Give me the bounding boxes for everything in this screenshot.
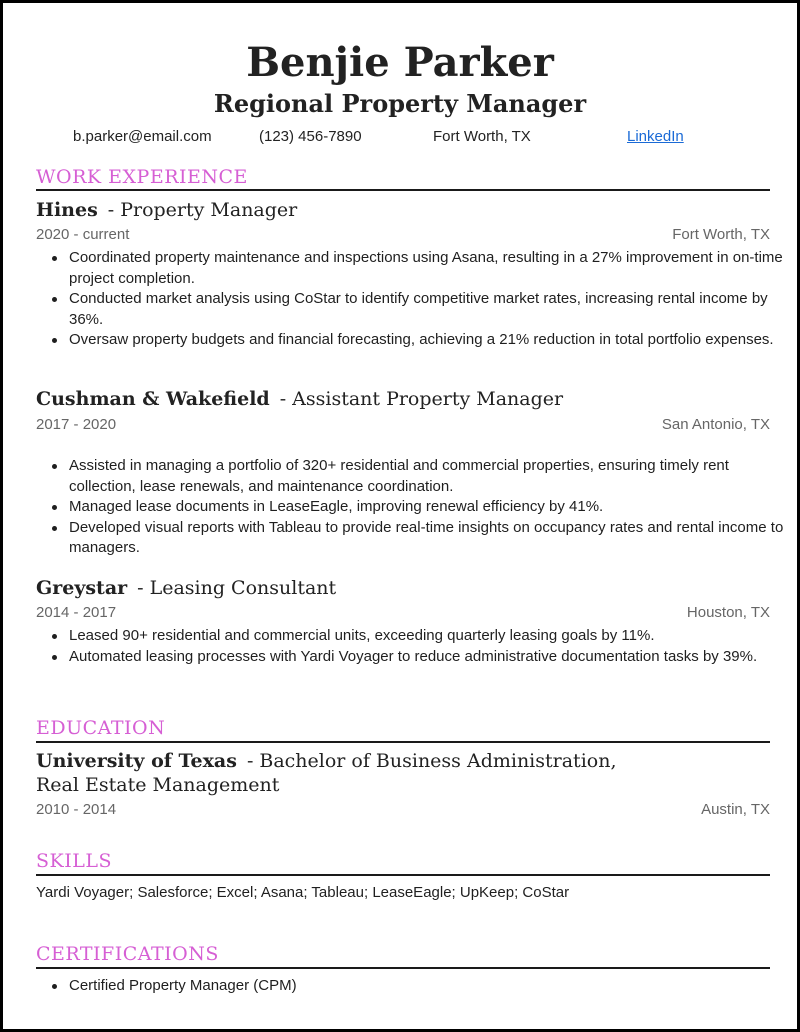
job-meta xyxy=(36,415,770,435)
list-item: Assisted in managing a portfolio of 320+ residential and commercial properties, ensuring timely rent collection, lease renewals, and maintenance coordination. xyxy=(69,456,789,497)
section-title-work: WORK EXPERIENCE xyxy=(36,166,248,188)
education-meta xyxy=(36,800,770,820)
contact-bar xyxy=(3,128,797,148)
skills-list: Yardi Voyager; Salesforce; Excel; Asana; Tableau; LeaseEagle; UpKeep; CoStar xyxy=(36,884,570,901)
education-location: Austin, TX xyxy=(701,801,770,818)
contact-location: Fort Worth, TX xyxy=(433,128,531,145)
contact-phone: (123) 456-7890 xyxy=(259,128,362,145)
job-heading: Cushman & Wakefield - Assistant Property Manager xyxy=(36,388,564,410)
job-meta xyxy=(36,603,770,623)
job-dates: 2020 - current xyxy=(36,226,130,243)
job-bullets xyxy=(36,626,789,667)
job-company: Greystar xyxy=(36,577,128,599)
job-company: Hines xyxy=(36,199,98,221)
list-item: Coordinated property maintenance and inspections using Asana, resulting in a 27% improvement in on-time project completion. xyxy=(69,248,789,289)
list-item: Leased 90+ residential and commercial units, exceeding quarterly leasing goals by 11%. xyxy=(69,626,789,647)
section-divider xyxy=(36,741,770,743)
job-location: Houston, TX xyxy=(686,604,770,621)
job-heading: Hines - Property Manager xyxy=(36,199,298,221)
certification-list xyxy=(36,976,789,997)
education-heading: University of Texas - Bachelor of Business Administration, xyxy=(36,750,617,772)
job-dates: 2014 - 2017 xyxy=(36,604,117,621)
education-school: University of Texas xyxy=(36,750,237,772)
list-item: Oversaw property budgets and financial forecasting, achieving a 21% reduction in total portfolio expenses. xyxy=(69,330,789,351)
job-location: Fort Worth, TX xyxy=(672,226,770,243)
contact-email: b.parker@email.com xyxy=(73,128,212,145)
job-location: San Antonio, TX xyxy=(661,416,770,433)
list-item: Automated leasing processes with Yardi Voyager to reduce administrative documentation tasks by 39%. xyxy=(69,647,789,668)
section-divider xyxy=(36,874,770,876)
job-role: Property Manager xyxy=(120,199,298,221)
job-dates: 2017 - 2020 xyxy=(36,416,117,433)
job-heading: Greystar - Leasing Consultant xyxy=(36,577,337,599)
section-title-skills: SKILLS xyxy=(36,850,112,872)
job-company: Cushman & Wakefield xyxy=(36,388,270,410)
linkedin-link[interactable]: LinkedIn xyxy=(627,128,684,145)
education-degree-cont: Real Estate Management xyxy=(36,774,280,796)
job-role: Assistant Property Manager xyxy=(292,388,564,410)
section-title-education: EDUCATION xyxy=(36,717,166,739)
job-role: Leasing Consultant xyxy=(149,577,337,599)
list-item: Developed visual reports with Tableau to provide real-time insights on occupancy rates and rental income to managers. xyxy=(69,518,789,559)
education-dates: 2010 - 2014 xyxy=(36,801,117,818)
job-bullets xyxy=(36,248,789,351)
list-item: Conducted market analysis using CoStar to identify competitive market rates, increasing rental income by 36%. xyxy=(69,289,789,330)
candidate-name: Benjie Parker xyxy=(246,39,554,86)
section-divider xyxy=(36,189,770,191)
section-title-certifications: CERTIFICATIONS xyxy=(36,943,219,965)
list-item: Managed lease documents in LeaseEagle, improving renewal efficiency by 41%. xyxy=(69,497,789,518)
education-degree: Bachelor of Business Administration, xyxy=(259,750,617,772)
job-meta xyxy=(36,225,770,245)
section-divider xyxy=(36,967,770,969)
candidate-title: Regional Property Manager xyxy=(213,89,587,118)
list-item: Certified Property Manager (CPM) xyxy=(69,976,789,997)
job-bullets xyxy=(36,456,789,559)
